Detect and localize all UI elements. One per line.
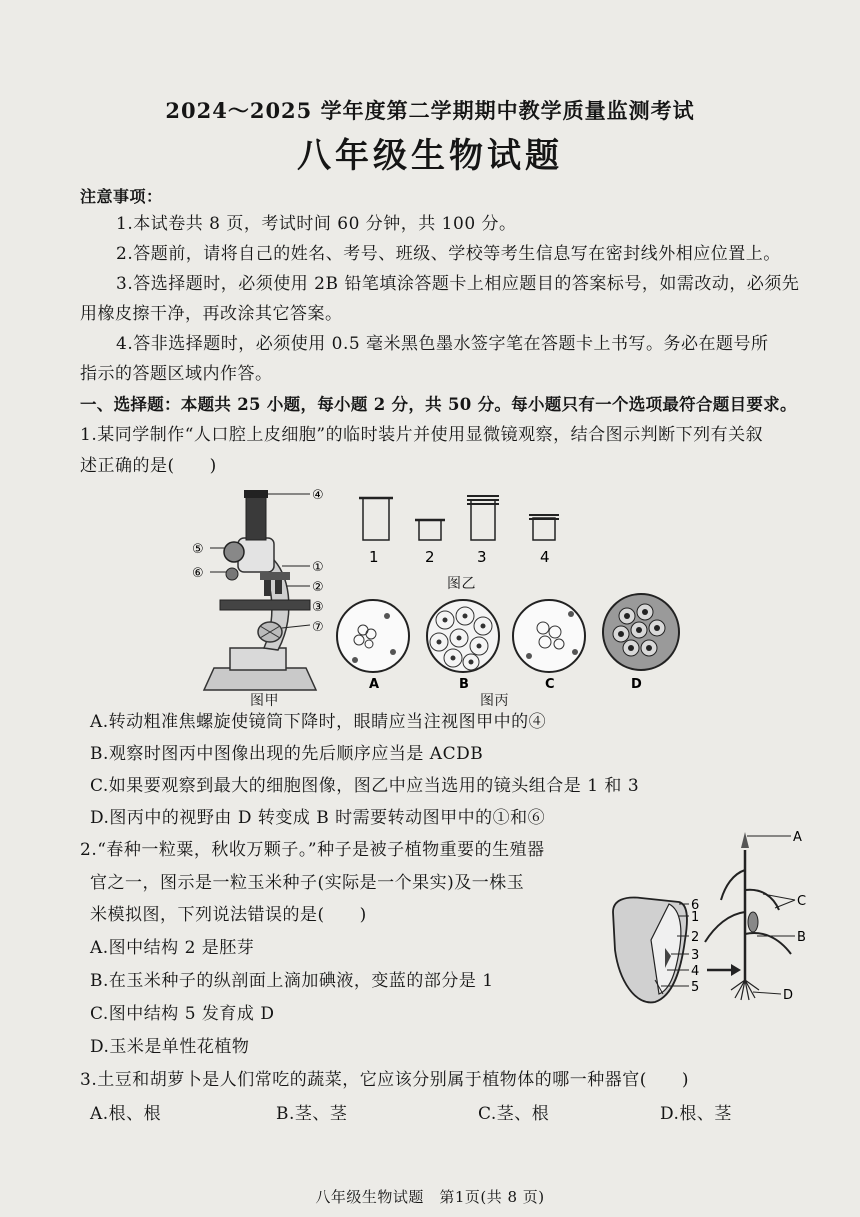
lens-label-3: 3: [477, 548, 487, 566]
q3-stem: 3.土豆和胡萝卜是人们常吃的蔬菜，它应该分别属于植物体的哪一种器官( ): [80, 1070, 689, 1090]
section-1-heading: 一、选择题：本题共 25 小题，每小题 2 分，共 50 分。每小题只有一个选项最符合题目要求。: [80, 395, 797, 414]
view-fields-figure: [335, 590, 685, 690]
q2-stem-cont-1: 官之一，图示是一粒玉米种子(实际是一个果实)及一株玉: [90, 873, 525, 893]
scope-label-6: ⑥: [192, 566, 204, 581]
lens-label-4: 4: [540, 548, 550, 566]
page-footer: 八年级生物试题 第1页(共 8 页): [315, 1188, 545, 1206]
q2-stem-cont-2: 米模拟图，下列说法错误的是( ): [90, 905, 367, 925]
q1-option-d: D.图丙中的视野由 D 转变成 B 时需要转动图甲中的①和⑥: [90, 808, 546, 828]
notice-item-3-cont: 用橡皮擦干净，再改涂其它答案。: [80, 304, 343, 324]
notice-item-1: 1.本试卷共 8 页，考试时间 60 分钟，共 100 分。: [116, 214, 517, 234]
plant-label-d: D: [783, 988, 794, 1003]
q2-stem: 2.“春种一粒粟，秋收万颗子。”种子是被子植物重要的生殖器: [80, 840, 545, 860]
lens-label-2: 2: [425, 548, 435, 566]
field-label-b: B: [459, 677, 469, 690]
plant-label-b: B: [797, 930, 806, 945]
microscope-figure: [190, 480, 340, 710]
field-label-d: D: [631, 677, 642, 690]
notice-item-4-cont: 指示的答题区域内作答。: [80, 364, 273, 384]
q1-option-c: C.如果要观察到最大的细胞图像，图乙中应当选用的镜头组合是 1 和 3: [90, 776, 640, 796]
plant-label-c: C: [797, 894, 807, 909]
seed-label-6: 6: [691, 898, 700, 913]
subject-title: 八年级生物试题: [297, 136, 563, 176]
q2-option-b: B.在玉米种子的纵剖面上滴加碘液，变蓝的部分是 1: [90, 971, 494, 991]
field-label-c: C: [545, 677, 555, 690]
q3-option-c: C.茎、根: [478, 1104, 550, 1124]
scope-label-2: ②: [312, 580, 324, 595]
scope-label-7: ⑦: [312, 620, 324, 635]
notice-heading: 注意事项：: [80, 187, 163, 206]
q3-option-a: A.根、根: [90, 1104, 162, 1124]
corn-figure: [595, 830, 815, 1020]
seed-label-1: 1: [691, 910, 700, 925]
fig-bing-caption: 图丙: [480, 693, 509, 709]
q1-stem: 1.某同学制作“人口腔上皮细胞”的临时装片并使用显微镜观察，结合图示判断下列有关叙: [80, 425, 764, 445]
fig-jia-caption: 图甲: [250, 693, 279, 709]
q2-option-a: A.图中结构 2 是胚芽: [90, 938, 255, 958]
notice-item-2: 2.答题前，请将自己的姓名、考号、班级、学校等考生信息写在密封线外相应位置上。: [116, 244, 781, 264]
seed-label-5: 5: [691, 980, 700, 995]
scope-label-5: ⑤: [192, 542, 204, 557]
scope-label-4: ④: [312, 488, 324, 503]
lens-figure: [355, 492, 575, 572]
fig-yi-caption: 图乙: [447, 576, 476, 592]
seed-label-4: 4: [691, 964, 700, 979]
plant-label-a: A: [793, 830, 802, 845]
exam-title: 2024～2025 学年度第二学期期中教学质量监测考试: [165, 98, 695, 123]
q2-option-c: C.图中结构 5 发育成 D: [90, 1004, 275, 1024]
notice-item-3: 3.答选择题时，必须使用 2B 铅笔填涂答题卡上相应题目的答案标号，如需改动，必须先: [116, 274, 800, 294]
field-label-a: A: [369, 677, 380, 690]
q1-option-a: A.转动粗准焦螺旋使镜筒下降时，眼睛应当注视图甲中的④: [90, 712, 547, 732]
q3-option-d: D.根、茎: [660, 1104, 732, 1124]
q3-option-b: B.茎、茎: [276, 1104, 348, 1124]
notice-item-4: 4.答非选择题时，必须使用 0.5 毫米黑色墨水签字笔在答题卡上书写。务必在题号所: [116, 334, 769, 354]
q2-option-d: D.玉米是单性花植物: [90, 1037, 250, 1057]
q1-option-b: B.观察时图丙中图像出现的先后顺序应当是 ACDB: [90, 744, 484, 764]
scope-label-3: ③: [312, 600, 324, 615]
q1-stem-cont: 述正确的是( ): [80, 456, 217, 476]
seed-label-2: 2: [691, 930, 700, 945]
lens-label-1: 1: [369, 548, 379, 566]
scope-label-1: ①: [312, 560, 324, 575]
seed-label-3: 3: [691, 948, 700, 963]
